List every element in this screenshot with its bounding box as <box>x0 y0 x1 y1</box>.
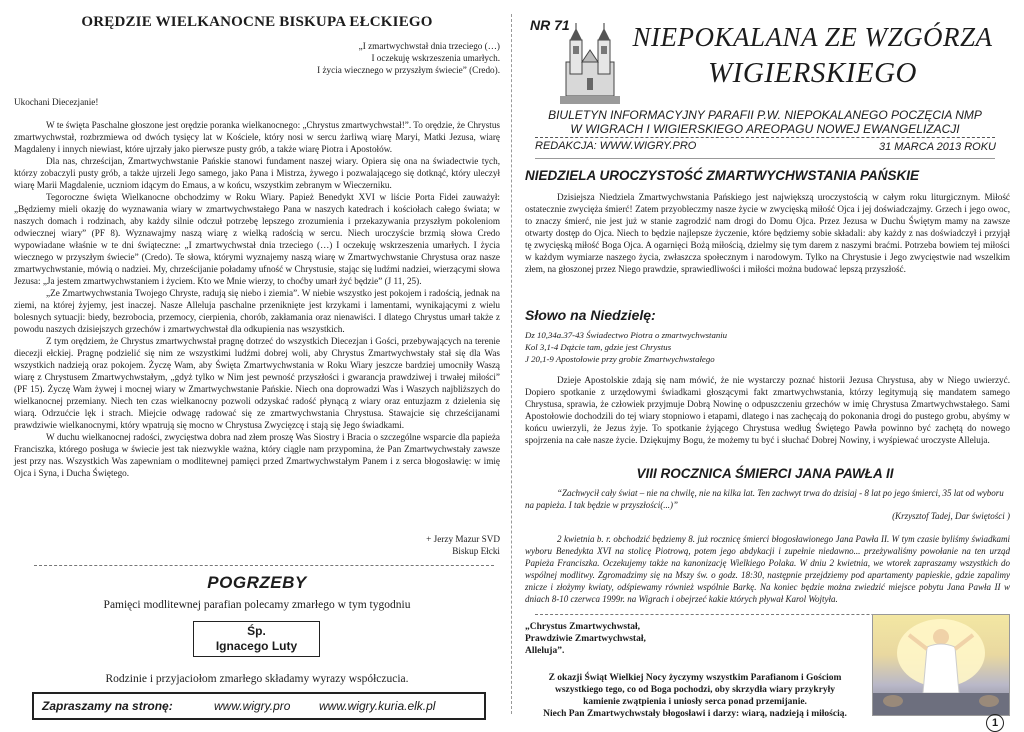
masthead-line-1: NIEPOKALANA ZE WZGÓRZA <box>632 22 993 52</box>
paragraph: Z tym orędziem, że Chrystus zmartwychwstał pragnę dotrzeć do wszystkich Diecezjan i Gości, przebywających na terenie diecezji ełckiej. Pragnę podzielić się nim ze wszystkimi ludźmi dobrej woli, aby Chrystus Zmartwychwstały stał się dla Was wszystkich nadzieją oraz pokojem. Życzę Wam, aby Święta Zmartwychwstania w Roku Wiary jeszcze bardziej umocniły Waszą wiarę z Chrystusem Zmartwychwstałym, „gdyż tylko w Nim jest pewność przyszłości i gwarancja prawdziwej i trwałej miłości” (PF 15). Życzę Wam żywej i mocnej wiary w Zmartwychwstanie Pańskie. Niech ona doprowadzi Was i Waszych najbliższych do wielkanocnej przemiany. Niech ten czas wielkanocny pozwoli odzyskać radość płynącą z wiary oraz entuzjazm z dzielenia się wiarą. Odrzućcie lęk i strach. Miejcie odwagę radować się ze zmartwychwstania Chrystusa. Stawajcie się chrześcijanami prawdziwie wielkanocnymi, który wpatrują się mocno w Chrystusa Zwycięzcę i stają się Jego świadkami. <box>14 336 500 430</box>
issue-date: 31 MARCA 2013 ROKU <box>879 141 996 153</box>
easter-message-body <box>14 119 500 479</box>
issue-number: NR 71 <box>530 17 570 33</box>
jp2-anniversary-heading: VIII ROCZNICA ŚMIERCI JANA PAWŁA II <box>636 466 894 481</box>
easter-sunday-heading: NIEDZIELA UROCZYSTOŚĆ ZMARTWYCHWSTANIA PAŃSKIE <box>525 168 919 183</box>
motto-line: I oczekuję wskrzeszenia umarłych. <box>371 53 500 63</box>
anniversary-text: 2 kwietnia b. r. obchodzić będziemy 8. już rocznicę śmierci błogosławionego Jana Pawła II. W tym czasie byliśmy świadkami wyboru Benedykta XVI na stolicę Piotrową, potem jego abdykacji i zupełnie niedawno... przeżywaliśmy powołanie na ten urząd Papieża Franciszka. Oczekujemy także na kanonizację Wielkiego Polaka. W dniu 2 kwietnia, we wtorek zapraszamy wszystkich do wspólnej modlitwy. Zgromadzimy się na Mszy św. o godz. 18:30, następnie przejdziemy pod apartamenty papieskie, gdzie zapalimy znicze i złożymy kwiaty, odśpiewamy również wspólnie Barkę. Na koniec będzie można zwiedzić miejsce pobytu Jana Pawła II w dniach 8-10 czerwca 1999r. na Wigrach i obejrzeć kakie których pływał Karol Wojtyła. <box>525 534 1010 604</box>
signature-title: Biskup Ełcki <box>452 546 500 556</box>
editorial-info: REDAKCJA: WWW.WIGRY.PRO <box>535 140 697 152</box>
risen-christ-illustration-icon <box>873 615 1009 715</box>
sunday-word-heading: Słowo na Niedzielę: <box>525 307 656 323</box>
paragraph: W duchu wielkanocnej radości, zwycięstwa dobra nad złem proszę Was Siostry i Bracia o szczególne wsparcie dla papieża Franciszka, którego posługa w świecie jest tak niezwykle ważna, który ciągle nam przypomina, że Pan Zmartwychwstały zawsze jest przy nas. Wszystkich Was zapewniam o modlitewnej pamięci przed Zmartwychwstałym Panem i z serca błogosławię: w imię Ojca i Syna, i Ducha Świętego. <box>14 432 500 478</box>
readings-list <box>525 329 727 365</box>
divider <box>535 137 995 138</box>
bulletin-subtitle <box>520 108 1010 136</box>
left-column <box>14 12 500 717</box>
condolences: Rodzinie i przyjaciołom zmarłego składamy wyrazy współczucia. <box>105 673 409 685</box>
greeting: Ukochani Diecezjanie! <box>14 97 99 107</box>
column-divider <box>511 14 512 714</box>
wishes-line: Niech Pan Zmartwychwstały błogosławi i darzy: wiarą, nadzieją i miłością. <box>543 709 847 719</box>
paragraph: W te święta Paschalne głoszone jest orędzie poranka wielkanocnego: „Chrystus zmartwychwstał!”. To orędzie, że Chrystus zmartwychwstał, rozbrzmiewa od dwóch tysięcy lat w Kościele, który nosi w sercu żarliwą wiarę Maryi, Matki Jezusa, wiarę Magdaleny i innych niewiast, które ujrzały jako pierwsze pusty grób, a także wiarę Piotra i Apostołów. <box>14 120 500 154</box>
motto-line: „I zmartwychwstał dnia trzeciego (…) <box>358 41 500 51</box>
paragraph: „Ze Zmartwychwstania Twojego Chryste, radują się niebo i ziemia”. W niebie wszystko jest pokojem i radością, jednak na ziemi, na której żyjemy, jest inaczej. Nasze Alleluja paschalne przeniknięte jest krzykami i lamentami, wynikającymi z wielu bolesnych sytuacji: biedy, bezrobocia, przemocy, cierpienia, chorób, zakłamania oraz nienawiści. I dlatego Chrystus umarł także z powodu naszych dzisiejszych grzechów i zmartwychwstał dla odkupienia nas wszystkich. <box>14 288 500 334</box>
reading-item: Kol 3,1-4 Dążcie tam, gdzie jest Chrystus <box>525 342 672 352</box>
motto-line: I życia wiecznego w przyszłym świecie” (Credo). <box>317 65 500 75</box>
website-link-2[interactable]: www.wigry.kuria.elk.pl <box>319 699 436 713</box>
invite-label: Zapraszamy na stronę: <box>42 699 173 713</box>
page-number: 1 <box>986 714 1004 732</box>
quote-author: (Krzysztof Tadej, Dar świętości ) <box>892 511 1010 521</box>
website-invite-box <box>32 692 486 720</box>
subtitle-line: W WIGRACH I WIGIERSKIEGO AREOPAGU NOWEJ EWANGELIZACJI <box>570 122 960 136</box>
paragraph: Dla nas, chrześcijan, Zmartwychwstanie Pańskie stanowi fundament naszej wiary. Opiera się ona na świadectwie tych, którzy zobaczyli pusty grób, a także ujrzeli Jego samego, jako Pana i Mistrza, żywego i pozwalającego się dotknąć, który uleczył wiarę Marii Magdalenie, uczniom idącym do Emaus, a w końcu, wszystkim zebranym w Wieczerniku. <box>14 156 500 190</box>
reading-item: J 20,1-9 Apostołowie przy grobie Zmartwychwstałego <box>525 354 715 364</box>
acclamation-line: Alleluja”. <box>525 646 565 656</box>
bishop-signature <box>300 533 500 557</box>
christ-risen-acclamation <box>525 621 646 657</box>
subtitle-line: BIULETYN INFORMACYJNY PARAFII P.W. NIEPOKALANEGO POCZĘCIA NMP <box>548 108 982 122</box>
funerals-intro: Pamięci modlitewnej parafian polecamy zmarłego w tym tygodniu <box>103 599 411 611</box>
easter-wishes <box>520 672 870 720</box>
paragraph: Tegoroczne święta Wielkanocne obchodzimy w Roku Wiary. Papież Benedykt XVI w liście Porta Fidei zauważył: „Będziemy mieli okazję do wyznawania wiary w zmartwychwstałego Pana w naszych katedrach i kościołach całego świata; w naszych domach i rodzinach, aby każdy silnie odczuł potrzebę lepszego zrozumienia i przekazywania przyszłym pokoleniom odwiecznej wiary” (PF 8). Wyznawajmy naszą wiarę z wielką radością w sercu. Niech uroczyście brzmią słowa Credo wypowiadane właśnie w te dni świąteczne: „I zmartwychwstał dnia trzeciego (…) I oczekuję wskrzeszenia umarłych. I życia wiecznego w przyszłym świecie” (Credo). Te słowa, którymi wyznajemy naszą wiarę w Zmartwychwstanie Chrystusa oraz nasze zmartwychwstanie, mówią o nadziei. My, chrześcijanie poładamy ufność w Chrystusie, stając się ludźmi nadziei, wierzącymi słowa Jezusa: „Ja jestem zmartwychwstaniem i życiem. Kto we Mnie wierzy, to choćby umarł żyć będzie” (J 11, 25). <box>14 192 500 286</box>
divider <box>34 565 494 566</box>
easter-message-title: ORĘDZIE WIELKANOCNE BISKUPA EŁCKIEGO <box>81 14 433 30</box>
wishes-line: wszystkiego tego, co od Boga pochodzi, oby skrzydła wiary przykryły <box>555 685 835 695</box>
right-column <box>520 12 1010 729</box>
deceased-name: Ignacego Luty <box>215 639 298 653</box>
risen-christ-image <box>872 614 1010 716</box>
masthead-line-2: WIGIERSKIEGO <box>708 57 917 89</box>
church-illustration-icon <box>560 22 620 104</box>
funerals-heading: POGRZEBY <box>207 573 307 592</box>
credo-motto <box>200 40 500 76</box>
acclamation-line: Prawdziwie Zmartwychwstał, <box>525 634 646 644</box>
easter-sunday-text: Dzisiejsza Niedziela Zmartwychwstania Pańskiego jest największą uroczystością w całym roku liturgicznym. Miłość ostatecznie zwycięża śmierć! Zatem przyobleczmy nasze życie w zwycięską miłość Ojca i jej doświadczajmy. Grzech i jego owoc, to znaczy śmierć, nie jest już w stanie zagrodzić nam drogi do Domu Ojca. Przez Jezusa w Duchu Świętym mamy na zawsze otwarty dostęp do Ojca. Niech to będzie najlepsze życzenie, które będziemy sobie składali: aby każdy z nas doświadczył i przyjął tę zwycięską miłość Boga Ojca. A ogarnięci Bożą miłością, dzielmy się tym darem z naszymi braćmi. Potrzeba bowiem tej miłości w każdym wymiarze naszego życia, zwłaszcza społecznym i narodowym. Tylko na Chrystusie i Jego zwycięstwie nad wszelkim złem, na głoszonej przez Niego prawdzie, sprawiedliwości i miłości można budować lepszą przyszłość. <box>525 192 1010 274</box>
website-link-1[interactable]: www.wigry.pro <box>214 699 291 713</box>
wishes-line: Z okazji Świąt Wielkiej Nocy życzymy wszystkim Parafianom i Gościom <box>548 673 842 683</box>
sunday-word-text: Dzieje Apostolskie zdają się nam mówić, że nie wystarczy poznać historii Jezusa Chrystusa, aby w Niego uwierzyć. Dopiero spotkanie z urzędowymi świadkami głoszącymi fakt zmartwychwstania, którzy legitymują się mandatem samego Chrystusa, sprawia, że człowiek przyjmuje Dobrą Nowinę o odpuszczeniu grzechów w imię Chrystusa Zmartwychwstałego. Sami Apostołowie dochodzili do tej wiary stopniowo i etapami, dlatego i nas zachęcają do pokonania drogi do pustego grobu, abyśmy w końcu uwierzyli, że Jezus żyje. To spotkanie żyjącego Chrystusa według Świętego Pawła powinno być zachętą do nowego spojrzenia na całe nasze życie. Dziękujmy Bogu, że możemy tu być i słuchać Dobrej Nowiny, i wyśpiewać uroczyste Alleluja. <box>525 375 1010 445</box>
deceased-box <box>193 621 320 657</box>
anniversary-quote: “Zachwycił cały świat – nie na chwilę, nie na kilka lat. Ten zachwyt trwa do dzisiaj - 8 lat po jego śmierci, 35 lat od wyboru na papieża. I tak będzie w przyszłości(...)” <box>525 488 1004 510</box>
deceased-prefix: Śp. <box>247 624 266 638</box>
signature-name: + Jerzy Mazur SVD <box>426 534 500 544</box>
acclamation-line: „Chrystus Zmartwychwstał, <box>525 622 641 632</box>
wishes-line: kamienie zwątpienia i uniosły serca ponad przemijanie. <box>583 697 807 707</box>
divider <box>535 158 995 159</box>
reading-item: Dz 10,34a.37-43 Świadectwo Piotra o zmartwychwstaniu <box>525 330 728 340</box>
